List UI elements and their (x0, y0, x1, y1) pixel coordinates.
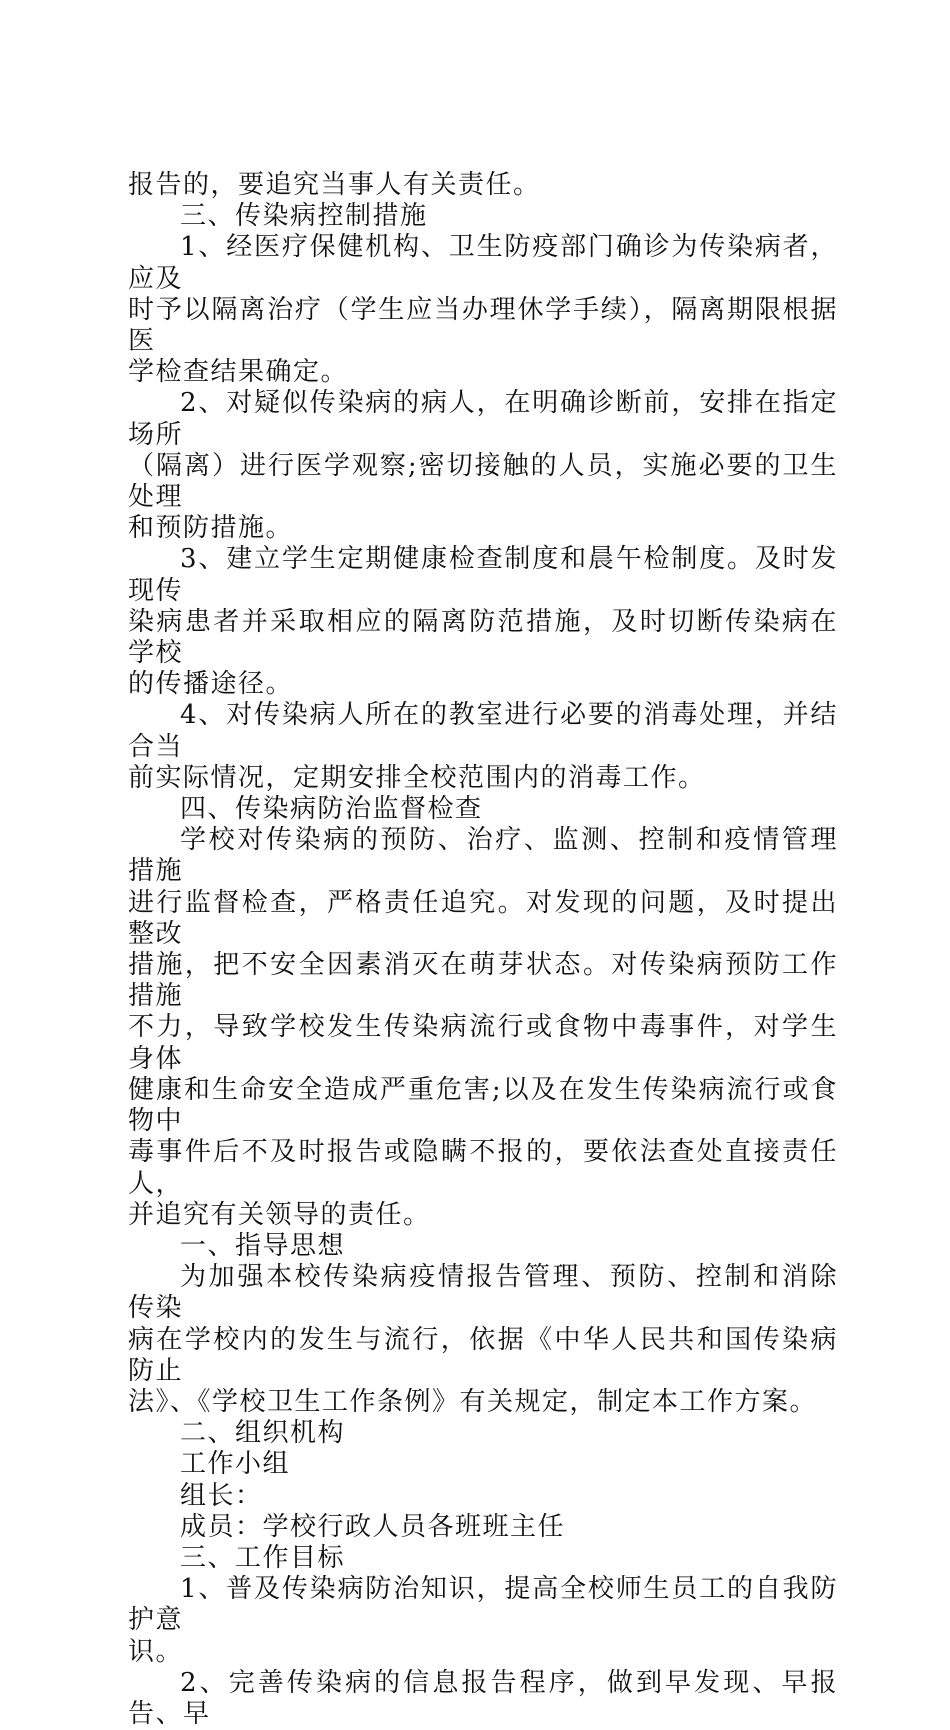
text-line: 3、建立学生定期健康检查制度和晨午检制度。及时发现传 (128, 544, 838, 606)
text-line: 一、指导思想 (180, 1230, 346, 1261)
text-line: 措施，把不安全因素消灭在萌芽状态。对传染病预防工作措施 (128, 950, 838, 1012)
text-line: 成员：学校行政人员各班班主任 (180, 1511, 566, 1542)
text-line: 染病患者并采取相应的隔离防范措施，及时切断传染病在学校 (128, 606, 838, 669)
text-line: 4、对传染病人所在的教室进行必要的消毒处理，并结合当 (128, 700, 838, 762)
text-line: 健康和生命安全造成严重危害;以及在发生传染病流行或食物中 (128, 1074, 838, 1137)
text-line: 报告的，要追究当事人有关责任。 (128, 170, 541, 200)
text-line: 并追究有关领导的责任。 (128, 1199, 431, 1230)
text-line: 识。 (128, 1636, 184, 1667)
text-line: 三、传染病控制措施 (180, 201, 428, 232)
text-line: 学校对传染病的预防、治疗、监测、控制和疫情管理措施 (128, 825, 838, 887)
text-line: 学检查结果确定。 (128, 357, 349, 388)
text-line: 为加强本校传染病疫情报告管理、预防、控制和消除传染 (128, 1262, 838, 1324)
text-line: 和预防措施。 (128, 513, 294, 544)
text-line: 进行监督检查，严格责任追究。对发现的问题，及时提出整改 (128, 887, 838, 949)
text-line: 工作小组 (180, 1449, 291, 1480)
text-line: 前实际情况，定期安排全校范围内的消毒工作。 (128, 762, 706, 793)
text-line: 1、普及传染病防治知识，提高全校师生员工的自我防护意 (128, 1574, 838, 1636)
text-line: 2、完善传染病的信息报告程序，做到早发现、早报告、早 (128, 1667, 838, 1729)
document-body (128, 170, 838, 1730)
text-line: 组长： (180, 1480, 263, 1511)
text-line: （隔离）进行医学观察;密切接触的人员，实施必要的卫生处理 (128, 450, 838, 513)
text-line: 毒事件后不及时报告或隐瞒不报的，要依法查处直接责任人， (128, 1137, 838, 1199)
text-line: 2、对疑似传染病的病人，在明确诊断前，安排在指定场所 (128, 388, 838, 450)
text-line: 时予以隔离治疗（学生应当办理休学手续），隔离期限根据医 (128, 294, 838, 357)
text-line: 病在学校内的发生与流行，依据《中华人民共和国传染病防止 (128, 1324, 838, 1386)
text-line: 1、经医疗保健机构、卫生防疫部门确诊为传染病者，应及 (128, 232, 838, 294)
text-line: 三、工作目标 (180, 1542, 346, 1573)
text-line: 四、传染病防治监督检查 (180, 794, 483, 825)
text-line: 的传播途径。 (128, 669, 294, 700)
text-line: 不力，导致学校发生传染病流行或食物中毒事件，对学生身体 (128, 1012, 838, 1074)
text-line: 法》、《学校卫生工作条例》有关规定，制定本工作方案。 (128, 1386, 818, 1417)
text-line: 二、组织机构 (180, 1418, 346, 1449)
